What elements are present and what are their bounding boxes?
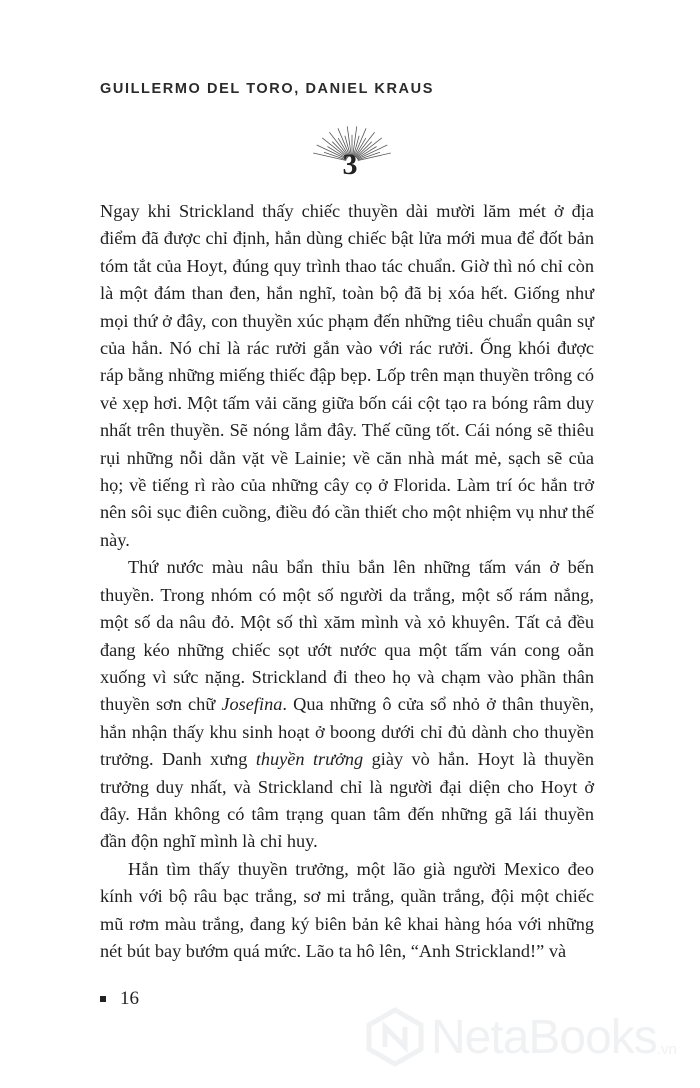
watermark-brand: NetaBooks [431, 1010, 657, 1064]
emphasis-captain: thuyền trưởng [255, 749, 364, 770]
paragraph-3: Hắn tìm thấy thuyền trưởng, một lão già người Mexico đeo kính với bộ râu bạc trắng, sơ mi trắng, quần trắng, đội một chiếc mũ rơm màu trắng, đang ký biên bản kê khai hàng hóa với những nét bút bay bướm quá mức. Lão ta hô lên, “Anh Strickland!” và [100, 858, 594, 961]
page-number: 16 [120, 988, 139, 1009]
page-marker-square [100, 996, 106, 1002]
watermark-tld: .vn [656, 1041, 677, 1058]
chapter-number: 3 [342, 148, 358, 181]
paragraph-2-text-c: . Qua những ô cửa sổ nhỏ ở thân thuyền, hắn nhận thấy khu sinh hoạt ở boong dưới chỉ đủ dành cho thuyền trưởng. Danh xưng [100, 694, 594, 770]
netabooks-logo-icon [365, 1007, 425, 1067]
paragraph-2-text-e: giày vò hắn. Hoyt là thuyền trưởng duy nhất, và Strickland chỉ là người đại diện cho Hoyt ở đây. Hắn không có tâm trạng quan tâm đến những gã lái thuyền đần độn nghĩ mình là chỉ huy. [100, 749, 594, 852]
running-head: GUILLERMO DEL TORO, DANIEL KRAUS [100, 81, 434, 97]
paragraph-1: Ngay khi Strickland thấy chiếc thuyền dài mười lăm mét ở địa điểm đã được chỉ định, hắn dùng chiếc bật lửa mới mua để đốt bản tóm tắt của Hoyt, đúng quy trình thao tác chuẩn. Giờ thì nó chỉ còn là một đám than đen, hắn nghĩ, toàn bộ đã bị xóa hết. Giống như mọi thứ ở đây, con thuyền xúc phạm đến những tiêu chuẩn quân sự của hắn. Nó chỉ là rác rưởi gắn vào với rác rưởi. Ống khói được ráp bằng những miếng thiếc đập bẹp. Lốp trên mạn thuyền trông có vẻ xẹp hơi. Một tấm vải căng giữa bốn cái cột tạo ra bóng râm duy nhất trên thuyền. Sẽ nóng lắm đây. Thế cũng tốt. Cái nóng sẽ thiêu rụi những nỗi dằn vặt về Lainie; về căn nhà mát mẻ, sạch sẽ của họ; về tiếng rì rào của những cây cọ ở Florida. Làm trí óc hắn trở nên sôi sục điên cuồng, điều đó cần thiết cho một nhiệm vụ như thế này. [100, 201, 594, 550]
page-footer [100, 988, 139, 1010]
chapter-body [100, 198, 594, 965]
boat-name-josefina: Josefina [221, 694, 283, 715]
paragraph-2-text-a: Thứ nước màu nâu bẩn thỉu bắn lên những tấm ván ở bến thuyền. Trong nhóm có một số người da trắng, một số rám nắng, một số da nâu đỏ. Một số thì xăm mình và xỏ khuyên. Tất cả đều đang kéo những chiếc sọt ướt nước qua một tấm ván cong oằn xuống vì sức nặng. Strickland đi theo họ và chạm vào phần thân thuyền sơn chữ [100, 557, 594, 715]
paragraph-2 [100, 554, 594, 855]
netabooks-watermark [365, 1002, 677, 1072]
